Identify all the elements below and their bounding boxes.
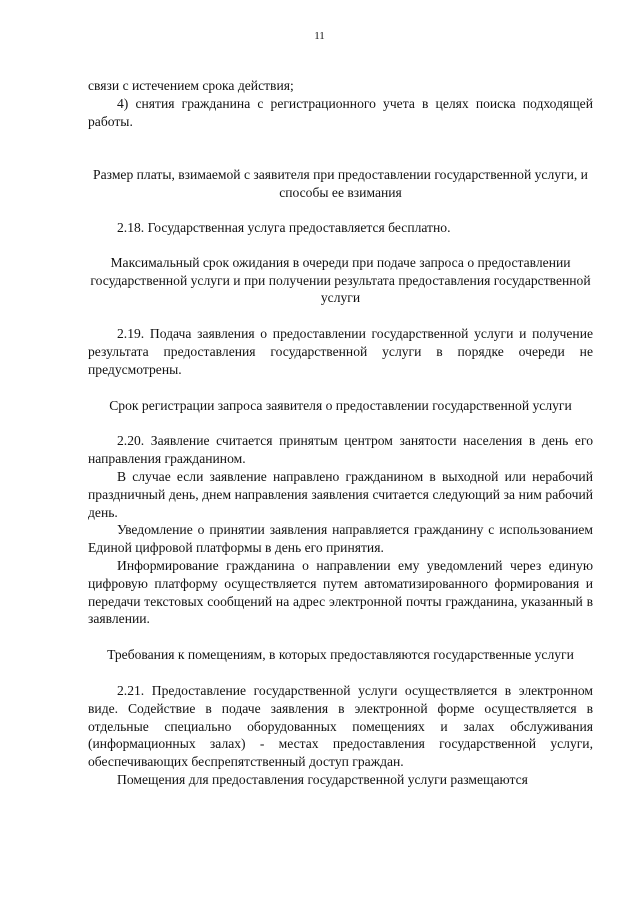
list-item-4: 4) снятия гражданина с регистрационного учета в целях поиска подходящей работы.: [88, 95, 593, 129]
paragraph-inform: Информирование гражданина о направлении ему уведомлений через единую цифровую платформу осуществляется путем автоматизированного формирования и передачи текстовых сообщений на адрес электронной почты гражданина, указанный в заявлении.: [88, 557, 593, 627]
paragraph-2-18: 2.18. Государственная услуга предоставляется бесплатно.: [117, 219, 451, 235]
section-heading-premises: Требования к помещениям, в которых предоставляются государственные услуги: [107, 647, 574, 663]
section-heading-queue: Максимальный срок ожидания в очереди при подаче запроса о предоставлении государственной услуги и при получении результата предоставления государственной услуги: [90, 254, 591, 306]
paragraph-2-19: 2.19. Подача заявления о предоставлении государственной услуги и получение результата предоставления государственной услуги в порядке очереди не предусмотрены.: [88, 326, 593, 377]
paragraph-holiday: В случае если заявление направлено гражданином в выходной или нерабочий праздничный день, днем направления заявления считается следующий за ним рабочий день.: [88, 468, 593, 520]
paragraph-continuation: связи с истечением срока действия;: [88, 78, 294, 93]
section-heading-fee: Размер платы, взимаемой с заявителя при предоставлении государственной услуги, и способы ее взимания: [93, 167, 588, 201]
section-heading-registration: Срок регистрации запроса заявителя о предоставлении государственной услуги: [109, 397, 572, 413]
page-number: 11: [314, 30, 325, 42]
paragraph-premises: Помещения для предоставления государственной услуги размещаются: [117, 771, 528, 787]
document-body: [88, 77, 593, 789]
paragraph-2-20: 2.20. Заявление считается принятым центром занятости населения в день его направления гражданином.: [88, 433, 593, 467]
paragraph-2-21: 2.21. Предоставление государственной услуги осуществляется в электронном виде. Содействие в подаче заявления в электронной форме осуществляется в отдельные специально оборудованных помещениях и залах обслуживания (информационных залах) - местах предоставления государственной услуги, обеспечивающих беспрепятственный доступ граждан.: [88, 682, 593, 770]
paragraph-notice: Уведомление о принятии заявления направляется гражданину с использованием Единой цифровой платформы в день его принятия.: [88, 522, 593, 556]
